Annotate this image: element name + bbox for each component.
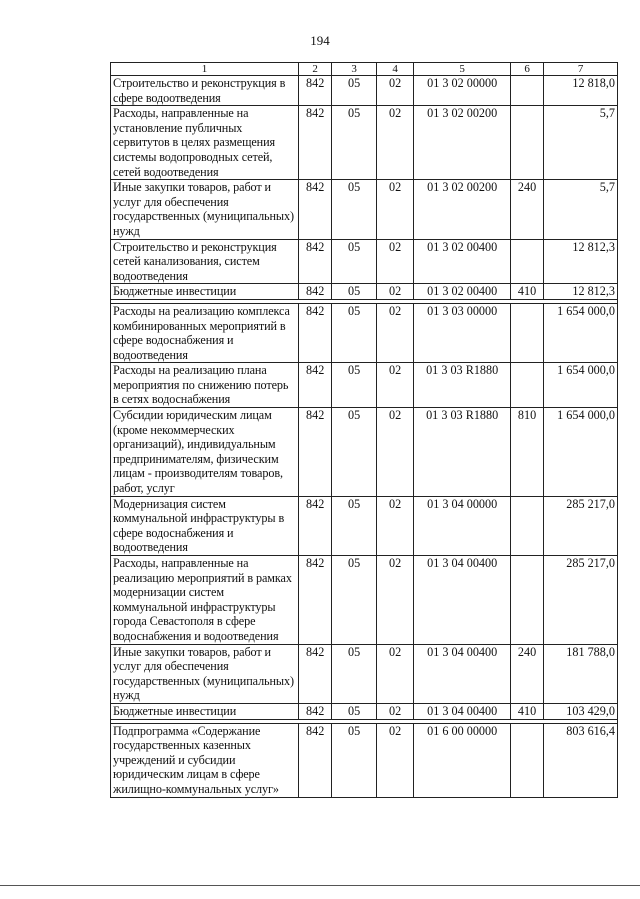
table-row bbox=[111, 363, 618, 408]
row-name-cell: Субсидии юридическим лицам (кроме некоммерческих организаций), индивидуальным предпринимателям, физическим лицам - производителям товаров, работ, услуг bbox=[111, 408, 299, 497]
page-number: 194 bbox=[310, 33, 330, 48]
amount-cell: 803 616,4 bbox=[544, 723, 618, 797]
admin-code-cell: 842 bbox=[299, 106, 332, 180]
table-row bbox=[111, 703, 618, 719]
expense-type-cell: 410 bbox=[510, 284, 543, 300]
section-cell: 05 bbox=[332, 303, 377, 362]
expense-type-cell: 810 bbox=[510, 408, 543, 497]
expense-type-cell bbox=[510, 106, 543, 180]
table-row bbox=[111, 723, 618, 797]
section-cell: 05 bbox=[332, 408, 377, 497]
table-row bbox=[111, 408, 618, 497]
table-row bbox=[111, 180, 618, 239]
column-header: 5 bbox=[414, 63, 511, 76]
amount-cell: 5,7 bbox=[544, 106, 618, 180]
admin-code-cell: 842 bbox=[299, 180, 332, 239]
subsection-cell: 02 bbox=[376, 363, 413, 408]
target-article-cell: 01 3 02 00400 bbox=[414, 239, 511, 284]
expense-type-cell: 410 bbox=[510, 703, 543, 719]
admin-code-cell: 842 bbox=[299, 408, 332, 497]
row-name-cell: Расходы на реализацию плана мероприятия по снижению потерь в сетях водоснабжения bbox=[111, 363, 299, 408]
amount-cell: 181 788,0 bbox=[544, 644, 618, 703]
expense-type-cell: 240 bbox=[510, 180, 543, 239]
expense-type-cell bbox=[510, 239, 543, 284]
row-name-cell: Строительство и реконструкция в сфере водоотведения bbox=[111, 76, 299, 106]
section-cell: 05 bbox=[332, 284, 377, 300]
amount-cell: 12 812,3 bbox=[544, 239, 618, 284]
admin-code-cell: 842 bbox=[299, 363, 332, 408]
table-row bbox=[111, 284, 618, 300]
budget-table bbox=[110, 62, 618, 798]
target-article-cell: 01 3 02 00200 bbox=[414, 180, 511, 239]
subsection-cell: 02 bbox=[376, 106, 413, 180]
row-name-cell: Модернизация систем коммунальной инфраструктуры в сфере водоснабжения и водоотведения bbox=[111, 496, 299, 555]
expense-type-cell bbox=[510, 496, 543, 555]
row-name-cell: Расходы, направленные на установление публичных сервитутов в целях размещения системы водопроводных сетей, сетей водоотведения bbox=[111, 106, 299, 180]
amount-cell: 12 812,3 bbox=[544, 284, 618, 300]
amount-cell: 5,7 bbox=[544, 180, 618, 239]
target-article-cell: 01 3 04 00400 bbox=[414, 644, 511, 703]
amount-cell: 1 654 000,0 bbox=[544, 303, 618, 362]
subsection-cell: 02 bbox=[376, 723, 413, 797]
target-article-cell: 01 3 04 00000 bbox=[414, 496, 511, 555]
expense-type-cell bbox=[510, 363, 543, 408]
row-name-cell: Иные закупки товаров, работ и услуг для обеспечения государственных (муниципальных) нужд bbox=[111, 644, 299, 703]
target-article-cell: 01 3 03 R1880 bbox=[414, 408, 511, 497]
row-name-cell: Расходы на реализацию комплекса комбинированных мероприятий в сфере водоснабжения и водоотведения bbox=[111, 303, 299, 362]
column-header: 7 bbox=[544, 63, 618, 76]
header-row bbox=[111, 63, 618, 76]
section-cell: 05 bbox=[332, 363, 377, 408]
target-article-cell: 01 3 03 R1880 bbox=[414, 363, 511, 408]
subsection-cell: 02 bbox=[376, 180, 413, 239]
table-row bbox=[111, 76, 618, 106]
admin-code-cell: 842 bbox=[299, 644, 332, 703]
subsection-cell: 02 bbox=[376, 408, 413, 497]
admin-code-cell: 842 bbox=[299, 723, 332, 797]
column-header: 3 bbox=[332, 63, 377, 76]
expense-type-cell: 240 bbox=[510, 644, 543, 703]
admin-code-cell: 842 bbox=[299, 496, 332, 555]
target-article-cell: 01 3 04 00400 bbox=[414, 703, 511, 719]
target-article-cell: 01 3 02 00200 bbox=[414, 106, 511, 180]
row-name-cell: Иные закупки товаров, работ и услуг для обеспечения государственных (муниципальных) нужд bbox=[111, 180, 299, 239]
amount-cell: 12 818,0 bbox=[544, 76, 618, 106]
column-header: 4 bbox=[376, 63, 413, 76]
column-header: 2 bbox=[299, 63, 332, 76]
row-name-cell: Строительство и реконструкция сетей канализования, систем водоотведения bbox=[111, 239, 299, 284]
page-bottom-edge bbox=[0, 885, 640, 886]
table-row bbox=[111, 644, 618, 703]
subsection-cell: 02 bbox=[376, 303, 413, 362]
table-body bbox=[111, 76, 618, 798]
subsection-cell: 02 bbox=[376, 496, 413, 555]
amount-cell: 285 217,0 bbox=[544, 496, 618, 555]
amount-cell: 1 654 000,0 bbox=[544, 408, 618, 497]
subsection-cell: 02 bbox=[376, 239, 413, 284]
column-header: 1 bbox=[111, 63, 299, 76]
section-cell: 05 bbox=[332, 644, 377, 703]
row-name-cell: Бюджетные инвестиции bbox=[111, 284, 299, 300]
subsection-cell: 02 bbox=[376, 644, 413, 703]
amount-cell: 1 654 000,0 bbox=[544, 363, 618, 408]
admin-code-cell: 842 bbox=[299, 556, 332, 645]
section-cell: 05 bbox=[332, 180, 377, 239]
target-article-cell: 01 3 03 00000 bbox=[414, 303, 511, 362]
section-cell: 05 bbox=[332, 496, 377, 555]
expense-type-cell bbox=[510, 303, 543, 362]
table-row bbox=[111, 239, 618, 284]
admin-code-cell: 842 bbox=[299, 303, 332, 362]
admin-code-cell: 842 bbox=[299, 239, 332, 284]
subsection-cell: 02 bbox=[376, 284, 413, 300]
expense-type-cell bbox=[510, 76, 543, 106]
table-row bbox=[111, 303, 618, 362]
table-row bbox=[111, 556, 618, 645]
target-article-cell: 01 6 00 00000 bbox=[414, 723, 511, 797]
section-cell: 05 bbox=[332, 703, 377, 719]
amount-cell: 103 429,0 bbox=[544, 703, 618, 719]
section-cell: 05 bbox=[332, 723, 377, 797]
expense-type-cell bbox=[510, 723, 543, 797]
table-row bbox=[111, 496, 618, 555]
admin-code-cell: 842 bbox=[299, 284, 332, 300]
section-cell: 05 bbox=[332, 556, 377, 645]
section-cell: 05 bbox=[332, 76, 377, 106]
admin-code-cell: 842 bbox=[299, 703, 332, 719]
target-article-cell: 01 3 02 00000 bbox=[414, 76, 511, 106]
admin-code-cell: 842 bbox=[299, 76, 332, 106]
section-cell: 05 bbox=[332, 239, 377, 284]
row-name-cell: Расходы, направленные на реализацию мероприятий в рамках модернизации систем коммунальной инфраструктуры города Севастополя в сфере водоснабжения и водоотведения bbox=[111, 556, 299, 645]
column-header: 6 bbox=[510, 63, 543, 76]
table-row bbox=[111, 106, 618, 180]
target-article-cell: 01 3 02 00400 bbox=[414, 284, 511, 300]
row-name-cell: Подпрограмма «Содержание государственных казенных учреждений и субсидии юридическим лицам в сфере жилищно-коммунальных услуг» bbox=[111, 723, 299, 797]
section-cell: 05 bbox=[332, 106, 377, 180]
subsection-cell: 02 bbox=[376, 703, 413, 719]
subsection-cell: 02 bbox=[376, 76, 413, 106]
subsection-cell: 02 bbox=[376, 556, 413, 645]
row-name-cell: Бюджетные инвестиции bbox=[111, 703, 299, 719]
expense-type-cell bbox=[510, 556, 543, 645]
target-article-cell: 01 3 04 00400 bbox=[414, 556, 511, 645]
amount-cell: 285 217,0 bbox=[544, 556, 618, 645]
